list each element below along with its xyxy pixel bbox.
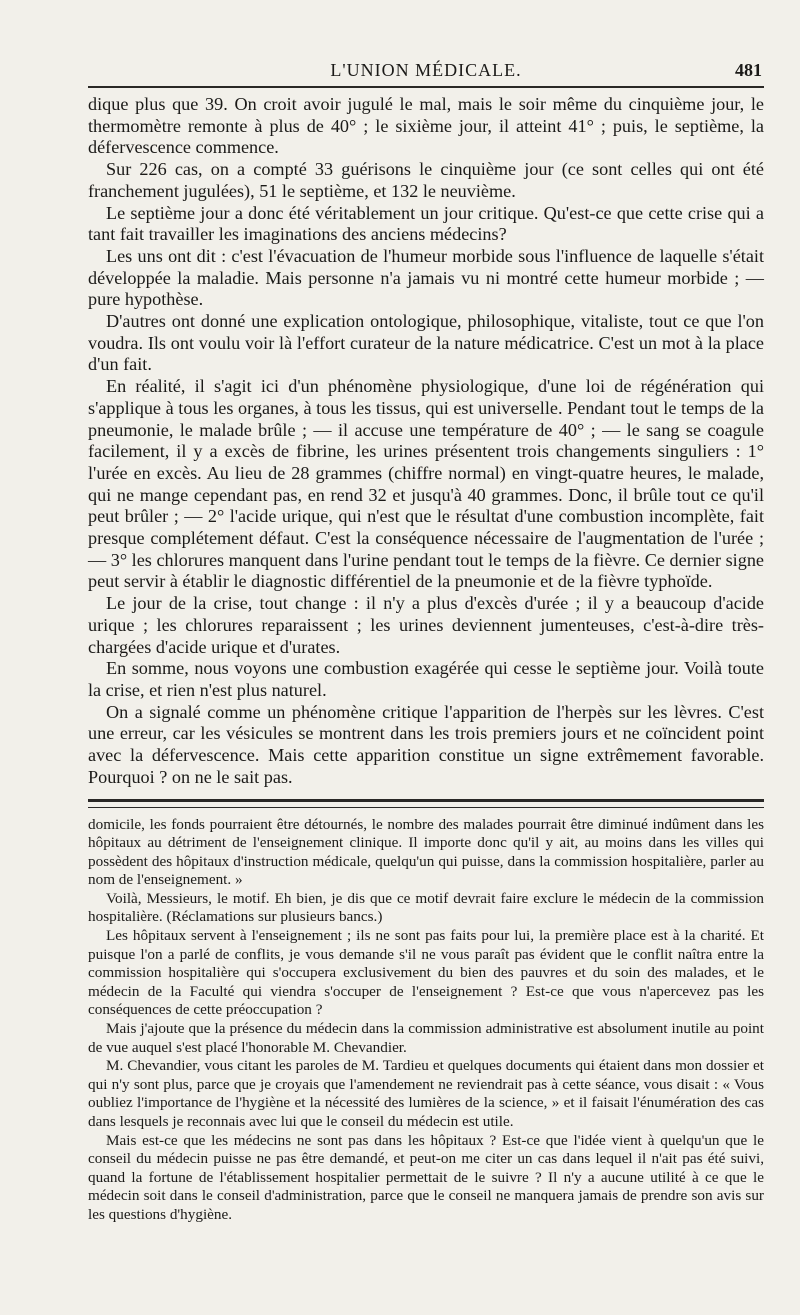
article-paragraph: dique plus que 39. On croit avoir jugulé le mal, mais le soir même du cinquième jour, le thermomètre remonte à plus de 40° ; le sixième jour, il atteint 41° ; puis, le septième, la défervescence commence. bbox=[88, 94, 764, 158]
page-number: 481 bbox=[735, 60, 762, 80]
article-paragraph: Le septième jour a donc été véritablement un jour critique. Qu'est-ce que cette crise qui a tant fait travailler les imaginations des anciens médecins? bbox=[88, 202, 764, 245]
article-paragraph: En réalité, il s'agit ici d'un phénomène physiologique, d'une loi de régénération qui s'applique à tous les organes, à tous les tissus, qui est universelle. Pendant tout le temps de la pneumonie, le malade brûle ; — il accuse une température de 40° ; — le sang se coagule facilement, il y a excès de fibrine, les urines présentent trois changements singuliers : 1° l'urée en excès. Au lieu de 28 grammes (chiffre normal) en vingt-quatre heures, le malade, qui ne mange cependant pas, en rend 32 et jusqu'à 40 grammes. Donc, il brûle tout ce qu'il peut brûler ; — 2° l'acide urique, qui n'est que le résultat d'une combustion incomplète, fait presque complétement défaut. C'est la conséquence nécessaire de l'augmentation de l'urée ; — 3° les chlorures manquent dans l'urine pendant tout le temps de la fièvre. Ce dernier signe peut servir à établir le diagnostic différentiel de la pneumonie et de la fièvre typhoïde. bbox=[88, 376, 764, 592]
article-paragraph: D'autres ont donné une explication ontologique, philosophique, vitaliste, tout ce que l'on voudra. Ils ont voulu voir là l'effort curateur de la nature médicatrice. C'est un mot à la place d'un fait. bbox=[88, 311, 764, 375]
article-body bbox=[88, 94, 764, 789]
feuilleton-paragraph: Mais est-ce que les médecins ne sont pas dans les hôpitaux ? Est-ce que l'idée vient à quelqu'un que le conseil du médecin puisse ne pas être demandé, et peut-on me citer un cas dans lequel il n'ait pas été suivi, quand la fortune de l'établissement hospitalier permettait de le suivre ? Il n'y a aucune utilité à ce que le médecin soit dans le conseil d'administration, parce que le conseil ne manquera jamais de prendre son avis sur les questions d'hygiène. bbox=[88, 1131, 764, 1223]
article-paragraph: Les uns ont dit : c'est l'évacuation de l'humeur morbide sous l'influence de laquelle s'était développée la maladie. Mais personne n'a jamais vu ni montré cette humeur morbide ; — pure hypothèse. bbox=[88, 245, 764, 310]
running-title: L'UNION MÉDICALE. bbox=[330, 60, 522, 80]
section-divider bbox=[88, 799, 764, 808]
article-paragraph: En somme, nous voyons une combustion exagérée qui cesse le septième jour. Voilà toute la crise, et rien n'est plus naturel. bbox=[88, 658, 764, 700]
feuilleton-paragraph: M. Chevandier, vous citant les paroles de M. Tardieu et quelques documents qui étaient dans mon dossier et qui n'y sont plus, parce que je croyais que l'amendement ne reviendrait pas à cette séance, vous disait : « Vous oubliez l'importance de l'hygiène et la nécessité des lumières de la science, » et il faisait l'énumération des cas dans lesquels je reconnais avec lui que le conseil du médecin est utile. bbox=[88, 1057, 764, 1130]
feuilleton-paragraph: Les hôpitaux servent à l'enseignement ; ils ne sont pas faits pour lui, la première place est à la charité. Et puisque l'on a parlé de conflits, je vous demande s'il ne vous paraît pas évident que le conflit naîtra entre la commission hospitalière qui s'occupera exclusivement du bien des pauvres et du soin des malades, et le médecin de la Faculté qui viendra s'occuper de l'enseignement ? Est-ce que vous n'apercevez pas les conséquences de cette préoccupation ? bbox=[88, 927, 764, 1019]
feuilleton-paragraph: Voilà, Messieurs, le motif. Eh bien, je dis que ce motif devrait faire exclure le médecin de la commission hospitalière. (Réclamations sur plusieurs bancs.) bbox=[88, 889, 764, 926]
article-paragraph: Le jour de la crise, tout change : il n'y a plus d'excès d'urée ; il y a beaucoup d'acide urique ; les chlorures reparaissent ; les urines deviennent jumenteuses, c'est-à-dire très-chargées d'acide urique et d'urates. bbox=[88, 593, 764, 657]
feuilleton-paragraph: Mais j'ajoute que la présence du médecin dans la commission administrative est absolument inutile au point de vue auquel s'est placé l'honorable M. Chevandier. bbox=[88, 1020, 764, 1056]
article-paragraph: Sur 226 cas, on a compté 33 guérisons le cinquième jour (ce sont celles qui ont été franchement jugulées), 51 le septième, et 132 le neuvième. bbox=[88, 159, 764, 201]
feuilleton-body bbox=[88, 816, 764, 1225]
running-head bbox=[88, 56, 764, 88]
feuilleton-paragraph: domicile, les fonds pourraient être détournés, le nombre des malades pourrait être diminué indûment dans les hôpitaux au détriment de l'enseignement clinique. Il importe donc qu'il y ait, au moins dans les villes qui possèdent des hôpitaux d'instruction médicale, quelqu'un qui puisse, dans la commission hospitalière, parler au nom de l'enseignement. » bbox=[88, 815, 764, 889]
article-paragraph: On a signalé comme un phénomène critique l'apparition de l'herpès sur les lèvres. C'est une erreur, car les vésicules se montrent dans les trois premiers jours et ne coïncident point avec la défervescence. Mais cette apparition constitue un signe extrêmement favorable. Pourquoi ? on ne le sait pas. bbox=[88, 701, 764, 787]
